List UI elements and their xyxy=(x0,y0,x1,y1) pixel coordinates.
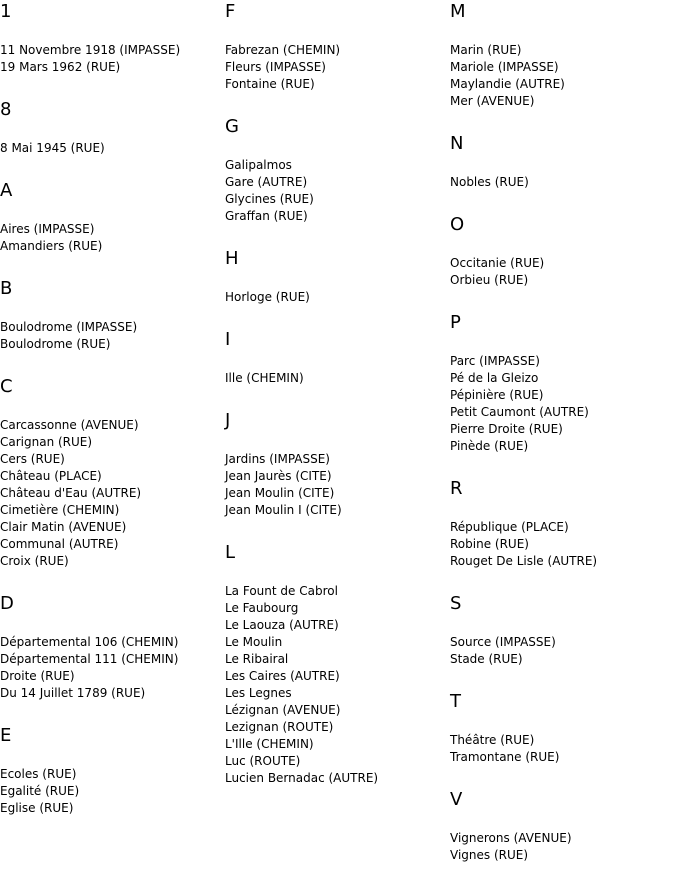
street-list-item: Horloge (RUE) xyxy=(225,290,310,304)
street-list-item: Départemental 111 (CHEMIN) xyxy=(0,652,179,666)
street-list xyxy=(225,289,445,306)
street-list-item: Parc (IMPASSE) xyxy=(450,354,540,368)
street-list xyxy=(450,42,670,110)
street-list-item: Tramontane (RUE) xyxy=(450,750,560,764)
street-list-item: 19 Mars 1962 (RUE) xyxy=(0,60,121,74)
street-list-item: Marin (RUE) xyxy=(450,43,522,57)
street-list-item: Pé de la Gleizo xyxy=(450,371,539,385)
street-list-item: L'Ille (CHEMIN) xyxy=(225,737,314,751)
letter-section xyxy=(450,690,670,766)
letter-section xyxy=(0,724,220,817)
street-list-item: Croix (RUE) xyxy=(0,554,69,568)
street-list xyxy=(0,221,220,255)
street-list xyxy=(225,157,445,225)
street-list-item: Vignerons (AVENUE) xyxy=(450,831,572,845)
street-list-item: Communal (AUTRE) xyxy=(0,537,119,551)
letter-section xyxy=(450,592,670,668)
street-list xyxy=(450,732,670,766)
section-letter-heading: V xyxy=(450,789,463,810)
letter-section xyxy=(0,592,220,702)
street-list-item: Nobles (RUE) xyxy=(450,175,529,189)
street-list-item: Départemental 106 (CHEMIN) xyxy=(0,635,179,649)
street-list-item: Source (IMPASSE) xyxy=(450,635,556,649)
street-list xyxy=(225,370,445,387)
street-list-item: Boulodrome (IMPASSE) xyxy=(0,320,138,334)
street-list-item: Aires (IMPASSE) xyxy=(0,222,95,236)
street-list-item: Mariole (IMPASSE) xyxy=(450,60,559,74)
street-list-item: Du 14 Juillet 1789 (RUE) xyxy=(0,686,146,700)
street-list-item: Lézignan (AVENUE) xyxy=(225,703,341,717)
street-list-item: Mer (AVENUE) xyxy=(450,94,535,108)
street-list-item: Luc (ROUTE) xyxy=(225,754,301,768)
street-list-item: Eglise (RUE) xyxy=(0,801,74,815)
section-letter-heading: R xyxy=(450,478,463,499)
street-list xyxy=(450,830,670,864)
section-letter-heading: C xyxy=(0,376,13,397)
letter-section xyxy=(225,541,445,787)
column-2 xyxy=(225,0,445,809)
street-list-item: La Fount de Cabrol xyxy=(225,584,338,598)
street-list xyxy=(225,451,445,519)
street-list-item: Les Caires (AUTRE) xyxy=(225,669,340,683)
letter-section xyxy=(225,0,445,93)
street-list xyxy=(225,583,445,787)
section-letter-heading: F xyxy=(225,1,236,22)
street-list-item: Stade (RUE) xyxy=(450,652,523,666)
section-letter-heading: S xyxy=(450,593,462,614)
column-3 xyxy=(450,0,670,886)
street-list-item: Maylandie (AUTRE) xyxy=(450,77,565,91)
street-list-item: Occitanie (RUE) xyxy=(450,256,545,270)
street-list-item: Amandiers (RUE) xyxy=(0,239,103,253)
section-letter-heading: E xyxy=(0,725,12,746)
letter-section xyxy=(225,115,445,225)
street-list xyxy=(450,353,670,455)
letter-section xyxy=(450,788,670,864)
street-list-item: Gare (AUTRE) xyxy=(225,175,308,189)
section-letter-heading: T xyxy=(450,691,461,712)
street-list-item: Jean Jaurès (CITE) xyxy=(225,469,332,483)
section-letter-heading: O xyxy=(450,214,465,235)
street-list-item: Ecoles (RUE) xyxy=(0,767,77,781)
letter-section xyxy=(450,0,670,110)
section-letter-heading: D xyxy=(0,593,14,614)
street-list-item: Pierre Droite (RUE) xyxy=(450,422,563,436)
street-list-item: Carignan (RUE) xyxy=(0,435,93,449)
street-list-item: Glycines (RUE) xyxy=(225,192,314,206)
section-letter-heading: L xyxy=(225,542,236,563)
section-letter-heading: B xyxy=(0,278,13,299)
street-list-item: Le Faubourg xyxy=(225,601,299,615)
section-letter-heading: A xyxy=(0,180,13,201)
street-list-item: Fleurs (IMPASSE) xyxy=(225,60,326,74)
letter-section xyxy=(0,98,220,157)
street-list-item: Jean Moulin I (CITE) xyxy=(225,503,342,517)
street-list-item: Pinède (RUE) xyxy=(450,439,529,453)
street-list-item: Jean Moulin (CITE) xyxy=(225,486,335,500)
street-list-item: 11 Novembre 1918 (IMPASSE) xyxy=(0,43,181,57)
letter-section xyxy=(450,311,670,455)
street-list-item: Vignes (RUE) xyxy=(450,848,529,862)
section-letter-heading: G xyxy=(225,116,239,137)
letter-section xyxy=(0,0,220,76)
street-list-item: Jardins (IMPASSE) xyxy=(225,452,330,466)
street-list-item: Galipalmos xyxy=(225,158,292,172)
letter-section xyxy=(225,247,445,306)
street-list-item: Petit Caumont (AUTRE) xyxy=(450,405,589,419)
letter-section xyxy=(0,375,220,570)
letter-section xyxy=(450,477,670,570)
street-list-item: Lezignan (ROUTE) xyxy=(225,720,334,734)
street-list-item: Boulodrome (RUE) xyxy=(0,337,111,351)
street-list xyxy=(0,634,220,702)
letter-section xyxy=(450,132,670,191)
street-list-item: Château (PLACE) xyxy=(0,469,102,483)
street-list-item: Château d'Eau (AUTRE) xyxy=(0,486,142,500)
street-list-item: Lucien Bernadac (AUTRE) xyxy=(225,771,379,785)
street-list-item: Le Ribairal xyxy=(225,652,289,666)
street-list xyxy=(0,766,220,817)
column-1 xyxy=(0,0,220,839)
section-letter-heading: I xyxy=(225,329,231,350)
street-list-item: Droite (RUE) xyxy=(0,669,75,683)
street-list-item: Rouget De Lisle (AUTRE) xyxy=(450,554,598,568)
section-letter-heading: M xyxy=(450,1,466,22)
section-letter-heading: P xyxy=(450,312,461,333)
street-list xyxy=(0,417,220,570)
street-list-item: Cers (RUE) xyxy=(0,452,65,466)
street-list xyxy=(0,319,220,353)
street-list-item: 8 Mai 1945 (RUE) xyxy=(0,141,105,155)
section-letter-heading: H xyxy=(225,248,239,269)
section-letter-heading: 1 xyxy=(0,1,12,22)
letter-section xyxy=(225,328,445,387)
street-list-item: Egalité (RUE) xyxy=(0,784,80,798)
street-list-item: Le Laouza (AUTRE) xyxy=(225,618,339,632)
street-list-item: Orbieu (RUE) xyxy=(450,273,529,287)
section-letter-heading: N xyxy=(450,133,464,154)
letter-section xyxy=(225,409,445,519)
street-list-item: Ille (CHEMIN) xyxy=(225,371,304,385)
street-list-item: République (PLACE) xyxy=(450,520,569,534)
street-list xyxy=(0,42,220,76)
street-list xyxy=(450,634,670,668)
section-letter-heading: J xyxy=(225,410,231,431)
street-list-item: Graffan (RUE) xyxy=(225,209,308,223)
street-list-item: Le Moulin xyxy=(225,635,283,649)
street-list xyxy=(450,174,670,191)
street-list-item: Théâtre (RUE) xyxy=(450,733,535,747)
letter-section xyxy=(450,213,670,289)
street-list-item: Fabrezan (CHEMIN) xyxy=(225,43,341,57)
street-list xyxy=(450,255,670,289)
street-list-item: Clair Matin (AVENUE) xyxy=(0,520,127,534)
street-list-item: Cimetière (CHEMIN) xyxy=(0,503,120,517)
street-list-item: Les Legnes xyxy=(225,686,292,700)
letter-section xyxy=(0,179,220,255)
street-list xyxy=(0,140,220,157)
section-letter-heading: 8 xyxy=(0,99,12,120)
street-list xyxy=(225,42,445,93)
street-list-item: Pépinière (RUE) xyxy=(450,388,544,402)
street-list-item: Fontaine (RUE) xyxy=(225,77,315,91)
letter-section xyxy=(0,277,220,353)
street-list-item: Carcassonne (AVENUE) xyxy=(0,418,139,432)
street-list-item: Robine (RUE) xyxy=(450,537,529,551)
street-list xyxy=(450,519,670,570)
